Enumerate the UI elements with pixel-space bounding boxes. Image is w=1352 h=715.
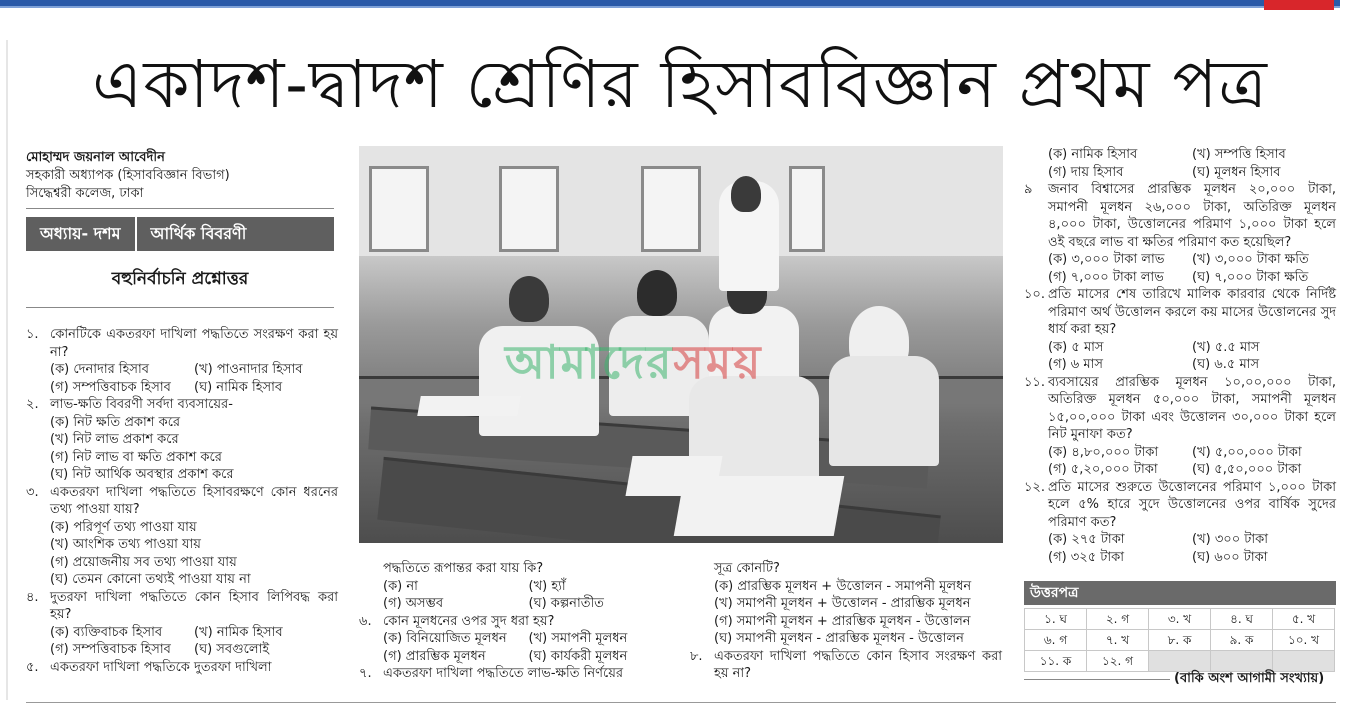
- question-4: ৪. দুতরফা দাখিলা পদ্ধতিতে কোন হিসাব লিপিবদ্ধ করা হয়?: [26, 589, 338, 622]
- section-subheading: বহুনির্বাচনি প্রশ্নোত্তর: [111, 269, 249, 289]
- answer-cell: ১০. খ: [1272, 629, 1335, 651]
- question-6-options-row2: (গ) প্রারম্ভিক মূলধন (ঘ) কার্যকরী মূলধন: [383, 648, 628, 664]
- question-10-options-row1: (ক) ৫ মাস (খ) ৫.৫ মাস: [1048, 339, 1260, 355]
- question-12-options-row1: (ক) ২৭৫ টাকা (খ) ৩০০ টাকা: [1048, 532, 1269, 547]
- question-6-options-row1: (ক) বিনিয়োজিত মূলধন (খ) সমাপনী মূলধন: [383, 631, 628, 646]
- answer-cell: ৮. ক: [1148, 629, 1211, 651]
- question-8-options-row1: (ক) নামিক হিসাব (খ) সম্পত্তি হিসাব: [1048, 147, 1286, 162]
- question-5-options-row1: (ক) না (খ) হ্যাঁ: [383, 578, 566, 594]
- question-7-option-a: (ক) প্রারম্ভিক মূলধন + উত্তোলন - সমাপনী মূলধন: [714, 578, 972, 594]
- photo-student-head: [509, 276, 549, 322]
- question-3: ৩. একতরফা দাখিলা পদ্ধতিতে হিসাবরক্ষণে কোন ধরনের তথ্য পাওয়া যায়?: [26, 484, 338, 517]
- answer-cell: ৫. খ: [1272, 608, 1335, 630]
- answer-cell: ৪. ঘ: [1210, 608, 1273, 630]
- bottom-rule: [26, 702, 1336, 703]
- question-7-option-c: (গ) সমাপনী মূলধন + প্রারম্ভিক মূলধন - উত্তোলন: [714, 613, 971, 629]
- question-3-option-c: (গ) প্রয়োজনীয় সব তথ্য পাওয়া যায়: [50, 554, 237, 570]
- answer-cell: ৯. ক: [1210, 629, 1273, 651]
- answer-cell: ১১. ক: [1024, 650, 1087, 672]
- question-2-option-b: (খ) নিট লাভ প্রকাশ করে: [50, 432, 179, 447]
- question-2-option-d: (ঘ) নিট আর্থিক অবস্থার প্রকাশ করে: [50, 467, 234, 482]
- left-margin-line: [6, 40, 8, 700]
- author-divider: [26, 208, 334, 209]
- question-7-option-d: (ঘ) সমাপনী মূলধন - প্রারম্ভিক মূলধন - উত্তোলন: [714, 631, 964, 646]
- answer-cell: ৩. খ: [1148, 608, 1211, 630]
- question-12: ১২. প্রতি মাসের শুরুতে উত্তোলনের পরিমাণ ১,০০০ টাকা হলে ৫% হারে সুদে উত্তোলনের ওপর বার্ষিক সুদের পরিমাণ কত?: [1024, 479, 1336, 530]
- photo-paper: [674, 476, 845, 536]
- author-name: মোহাম্মদ জয়নাল আবেদীন: [26, 150, 165, 165]
- chapter-banner: [26, 217, 334, 251]
- question-2: ২. লাভ-ক্ষতি বিবরণী সর্বদা ব্যবসায়ের-: [26, 397, 233, 412]
- footnote-rule: [1024, 679, 1170, 680]
- answer-key: [1024, 581, 1336, 671]
- question-4-options-row2: (গ) সম্পত্তিবাচক হিসাব (ঘ) সবগুলোই: [50, 642, 270, 657]
- author-designation: সহকারী অধ্যাপক (হিসাববিজ্ঞান বিভাগ): [26, 168, 230, 183]
- question-12-options-row2: (গ) ৩২৫ টাকা (ঘ) ৬০০ টাকা: [1048, 549, 1268, 565]
- question-5-options-row2: (গ) অসম্ভব (ঘ) কল্পনাতীত: [383, 596, 604, 611]
- answer-cell: ১২. গ: [1086, 650, 1149, 672]
- column-1: [26, 326, 338, 676]
- column-3: [690, 560, 1002, 683]
- page-headline: একাদশ-দ্বাদশ শ্রেণির হিসাববিজ্ঞান প্রথম পত্র: [92, 46, 1268, 123]
- question-3-option-a: (ক) পরিপূর্ণ তথ্য পাওয়া যায়: [50, 519, 197, 535]
- photo-window: [789, 166, 825, 252]
- subheading-divider: [26, 307, 334, 308]
- photo-invigilator-head: [731, 176, 761, 212]
- continued-footnote: (বাকি অংশ আগামী সংখ্যায়): [1174, 671, 1325, 686]
- photo-student-head: [637, 270, 677, 316]
- question-3-option-d: (ঘ) তেমন কোনো তথ্যই পাওয়া যায় না: [50, 572, 251, 587]
- question-7-option-b: (খ) সমাপনী মূলধন + উত্তোলন - প্রারম্ভিক মূলধন: [714, 596, 971, 611]
- question-2-option-a: (ক) নিট ক্ষতি প্রকাশ করে: [50, 414, 181, 430]
- question-10: ১০. প্রতি মাসের শেষ তারিখে মালিক কারবার থেকে নির্দিষ্ট পরিমাণ অর্থ উত্তোলন করলে কয় মাসের উত্তোলনের সুদ ধার্য করা হয়?: [1024, 287, 1336, 337]
- column-2: [359, 560, 674, 683]
- question-9: ৯ জনাব বিশ্বাসের প্রারম্ভিক মূলধন ২০,০০০ টাকা, সমাপনী মূলধন ২৬,০০০ টাকা, অতিরিক্ত মূলধন ৪,০০০ টাকা, উত্তোলনের পরিমাণ ১,০০০ টাকা হলে ওই বছরে লাভ বা ক্ষতির পরিমাণ কত হয়েছিল?: [1024, 182, 1336, 250]
- answer-cell: ২. গ: [1086, 608, 1149, 630]
- chapter-title: আর্থিক বিবরণী: [150, 224, 247, 243]
- top-red-tab: [1264, 0, 1334, 10]
- watermark-logo: আমাদেরসময়: [505, 335, 763, 389]
- photo-window: [499, 166, 559, 252]
- question-6: ৬. কোন মূলধনের ওপর সুদ ধরা হয়?: [359, 613, 555, 629]
- column-4: [1024, 146, 1336, 566]
- question-9-options-row2: (গ) ৭,০০০ টাকা লাভ (ঘ) ৭,০০০ টাকা ক্ষতি: [1048, 269, 1309, 285]
- question-8: ৮. একতরফা দাখিলা পদ্ধতিতে কোন হিসাব সংরক্ষণ করা হয় না?: [690, 648, 1002, 681]
- answer-key-title: উত্তরপত্র: [1024, 581, 1336, 605]
- question-11-options-row1: (ক) ৪,৮০,০০০ টাকা (খ) ৫,০০,০০০ টাকা: [1048, 444, 1302, 460]
- chapter-number: অধ্যায়- দশম: [40, 224, 121, 243]
- question-10-options-row2: (গ) ৬ মাস (ঘ) ৬.৫ মাস: [1048, 357, 1260, 372]
- answer-cell: ১. ঘ: [1024, 608, 1087, 630]
- question-9-options-row1: (ক) ৩,০০০ টাকা লাভ (খ) ৩,০০০ টাকা ক্ষতি: [1048, 252, 1309, 267]
- photo-window: [641, 166, 701, 252]
- question-5: ৫. একতরফা দাখিলা পদ্ধতিকে দুতরফা দাখিলা: [26, 659, 272, 675]
- question-1-options-row1: (ক) দেনাদার হিসাব (খ) পাওনাদার হিসাব: [50, 362, 303, 377]
- answer-grid: [1024, 608, 1336, 671]
- answer-cell: ৭. খ: [1086, 629, 1149, 651]
- photo-window: [369, 166, 429, 252]
- photo-student: [829, 356, 939, 466]
- question-1: ১. কোনটিকে একতরফা দাখিলা পদ্ধতিতে সংরক্ষণ করা হয় না?: [26, 327, 338, 360]
- answer-cell: ৬. গ: [1024, 629, 1087, 651]
- question-2-option-c: (গ) নিট লাভ বা ক্ষতি প্রকাশ করে: [50, 449, 222, 465]
- question-7: ৭. একতরফা দাখিলা পদ্ধতিতে লাভ-ক্ষতি নির্ণয়ের: [359, 666, 624, 681]
- question-5-continued: পদ্ধতিতে রূপান্তর করা যায় কি?: [383, 561, 544, 576]
- question-4-options-row1: (ক) ব্যক্তিবাচক হিসাব (খ) নামিক হিসাব: [50, 624, 283, 640]
- question-11-options-row2: (গ) ৫,২০,০০০ টাকা (ঘ) ৫,৫০,০০০ টাকা: [1048, 462, 1302, 477]
- question-3-option-b: (খ) আংশিক তথ্য পাওয়া যায়: [50, 537, 201, 552]
- question-1-options-row2: (গ) সম্পত্তিবাচক হিসাব (ঘ) নামিক হিসাব: [50, 379, 283, 395]
- question-8-options-row2: (গ) দায় হিসাব (ঘ) মূলধন হিসাব: [1048, 164, 1281, 180]
- question-7-continued: সূত্র কোনটি?: [714, 561, 780, 576]
- author-college: সিদ্ধেশ্বরী কলেজ, ঢাকা: [26, 186, 144, 201]
- author-block: [26, 149, 346, 203]
- question-11: ১১. ব্যবসায়ের প্রারম্ভিক মূলধন ১০,০০,০০০ টাকা, অতিরিক্ত মূলধন ৫০,০০০ টাকা, সমাপনী মূলধন ১৫,০০,০০০ টাকা এবং উত্তোলন ৩০,০০০ টাকা হলে নিট মুনাফা কত?: [1024, 374, 1336, 442]
- top-thin-bar: [0, 6, 1340, 8]
